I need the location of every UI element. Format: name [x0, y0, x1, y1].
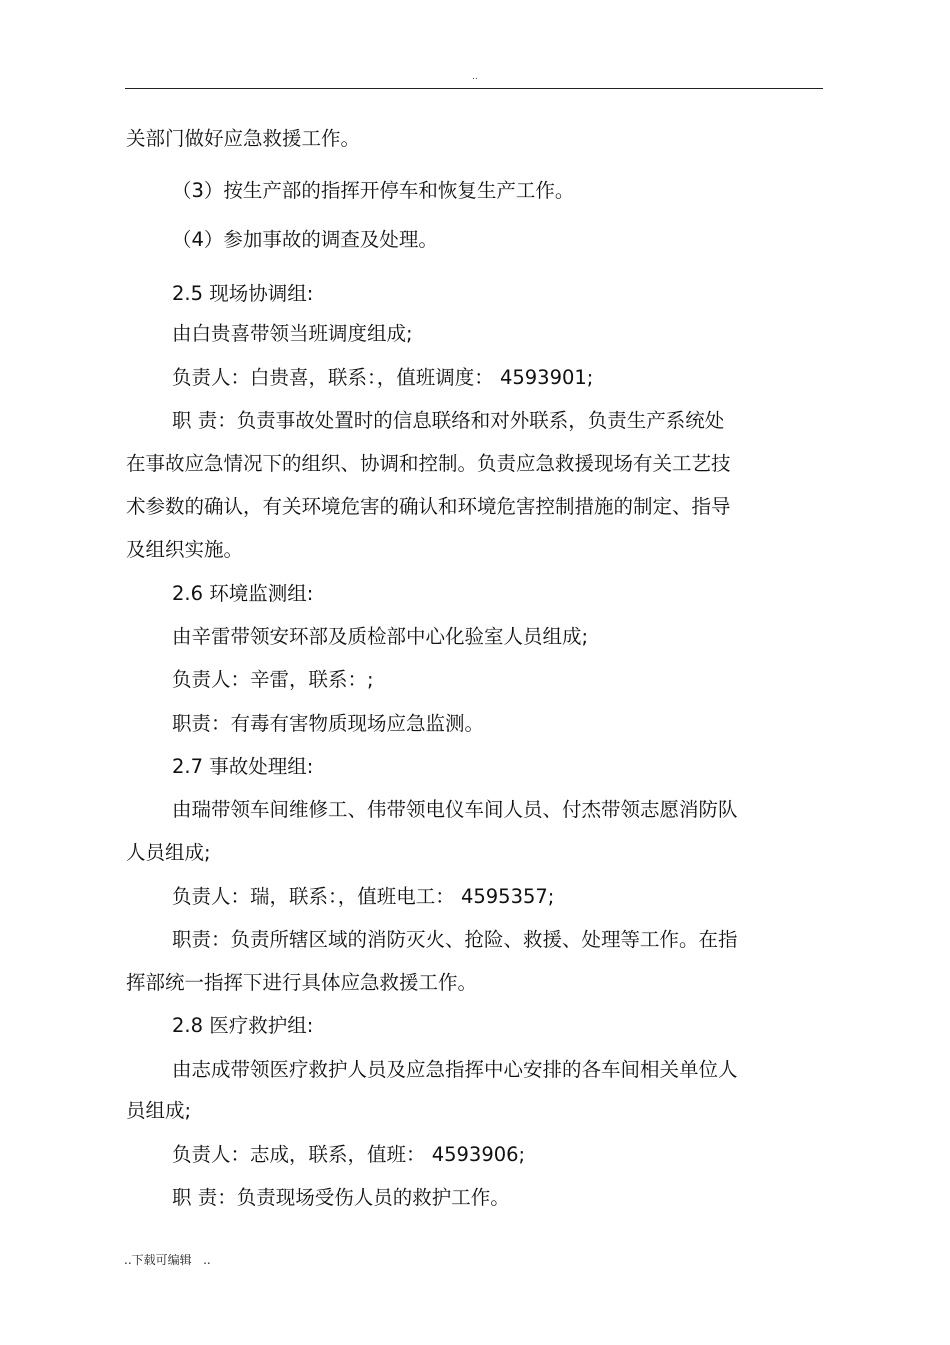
- list-item: （3）按生产部的指挥开停车和恢复生产工作。: [172, 179, 575, 202]
- paragraph-line: 员组成;: [126, 1099, 192, 1122]
- paragraph-line: 由志成带领医疗救护人员及应急指挥中心安排的各车间相关单位人: [172, 1058, 738, 1081]
- footer-text: ..下载可编辑 ..: [124, 1253, 211, 1267]
- paragraph-line: 关部门做好应急救援工作。: [126, 127, 361, 150]
- section-heading: 2.8 医疗救护组:: [172, 1014, 314, 1037]
- section-heading: 2.7 事故处理组:: [172, 755, 314, 778]
- paragraph-line: 由辛雷带领安环部及质检部中心化验室人员组成;: [172, 625, 589, 648]
- list-item: （4）参加事故的调查及处理。: [172, 228, 438, 251]
- paragraph-line: 负责人：瑞，联系：，值班电工： 4595357;: [172, 885, 555, 908]
- paragraph-line: 由白贵喜带领当班调度组成;: [172, 322, 413, 345]
- paragraph-line: 在事故应急情况下的组织、协调和控制。负责应急救援现场有关工艺技: [126, 452, 731, 475]
- paragraph-line: 人员组成;: [126, 841, 211, 864]
- paragraph-line: 挥部统一指挥下进行具体应急救援工作。: [126, 971, 478, 994]
- section-heading: 2.6 环境监测组:: [172, 582, 314, 605]
- header-rule: [125, 88, 823, 89]
- paragraph-line: 职责：有毒有害物质现场应急监测。: [172, 712, 485, 735]
- paragraph-line: 术参数的确认，有关环境危害的确认和环境危害控制措施的制定、指导: [126, 495, 731, 518]
- paragraph-line: 职责：负责所辖区域的消防灭火、抢险、救援、处理等工作。在指: [172, 928, 738, 951]
- paragraph-line: 职 责：负责现场受伤人员的救护工作。: [172, 1186, 510, 1209]
- section-heading: 2.5 现场协调组:: [172, 282, 314, 305]
- paragraph-line: 负责人：辛雷，联系：;: [172, 668, 374, 691]
- paragraph-line: 职 责：负责事故处置时的信息联络和对外联系，负责生产系统处: [172, 409, 725, 432]
- paragraph-line: 负责人：白贵喜，联系：，值班调度： 4593901;: [172, 366, 594, 389]
- paragraph-line: 由瑞带领车间维修工、伟带领电仪车间人员、付杰带领志愿消防队: [172, 798, 738, 821]
- paragraph-line: 及组织实施。: [126, 538, 244, 561]
- paragraph-line: 负责人：志成，联系，值班： 4593906;: [172, 1143, 526, 1166]
- header-mark: ..: [472, 72, 478, 82]
